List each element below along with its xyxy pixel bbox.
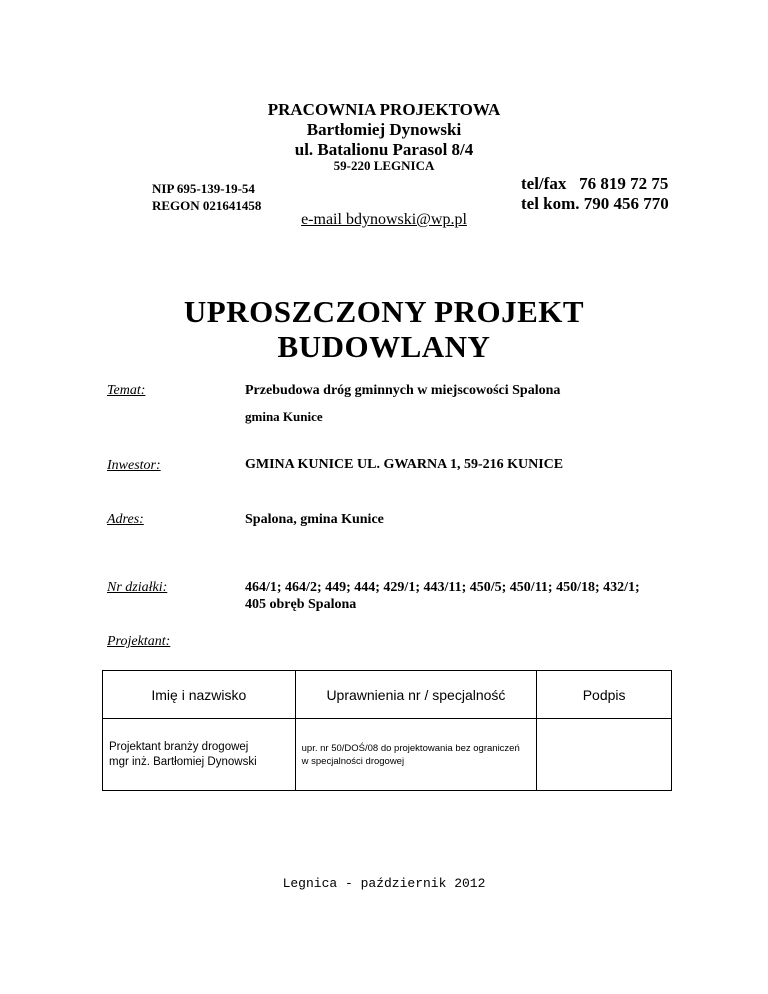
license-number: upr. nr 50/DOŚ/08 do projektowania bez ograniczeń — [301, 742, 520, 754]
document-title-line2: BUDOWLANY — [277, 329, 491, 364]
dzialki-label: Nr działki: — [107, 580, 168, 595]
table-row — [103, 719, 672, 791]
inwestor-value: GMINA KUNICE UL. GWARNA 1, 59-216 KUNICE — [245, 457, 564, 472]
license-specialty: w specjalności drogowej — [301, 755, 405, 767]
nip-number: NIP 695-139-19-54 — [152, 181, 255, 196]
signature-cell — [537, 719, 672, 791]
regon-number: REGON 021641458 — [152, 198, 262, 213]
office-name: PRACOWNIA PROJEKTOWA — [267, 100, 501, 119]
office-person: Bartłomiej Dynowski — [306, 120, 462, 139]
telfax-number: tel/fax 76 819 72 75 — [521, 174, 669, 193]
email-line — [0, 211, 768, 229]
designer-name: mgr inż. Bartłomiej Dynowski — [109, 755, 257, 768]
designer-role: Projektant branży drogowej — [109, 740, 249, 753]
temat-value-line1: Przebudowa dróg gminnych w miejscowości Spalona — [245, 383, 561, 398]
office-street: ul. Batalionu Parasol 8/4 — [294, 140, 474, 159]
email-link[interactable]: e-mail bdynowski@wp.pl — [301, 211, 467, 228]
dzialki-value-line2: 405 obręb Spalona — [245, 597, 357, 612]
office-city: 59-220 LEGNICA — [333, 158, 435, 173]
header-license: Uprawnienia nr / specjalność — [295, 671, 537, 719]
signature-table — [102, 670, 672, 791]
mobile-number: tel kom. 790 456 770 — [521, 194, 669, 213]
temat-value-line2: gmina Kunice — [245, 409, 323, 424]
temat-label: Temat: — [107, 383, 146, 398]
table-header-row — [103, 671, 672, 719]
designer-cell — [103, 719, 296, 791]
dzialki-value-line1: 464/1; 464/2; 449; 444; 429/1; 443/11; 450/5; 450/11; 450/18; 432/1; — [245, 580, 640, 595]
adres-value: Spalona, gmina Kunice — [245, 512, 384, 527]
header-signature: Podpis — [537, 671, 672, 719]
license-cell — [295, 719, 537, 791]
header-name: Imię i nazwisko — [103, 671, 296, 719]
document-title-line1: UPROSZCZONY PROJEKT — [183, 294, 585, 329]
adres-label: Adres: — [107, 512, 144, 527]
inwestor-label: Inwestor: — [107, 458, 161, 473]
projektant-label: Projektant: — [107, 634, 171, 649]
place-date-footer: Legnica - październik 2012 — [282, 876, 486, 891]
